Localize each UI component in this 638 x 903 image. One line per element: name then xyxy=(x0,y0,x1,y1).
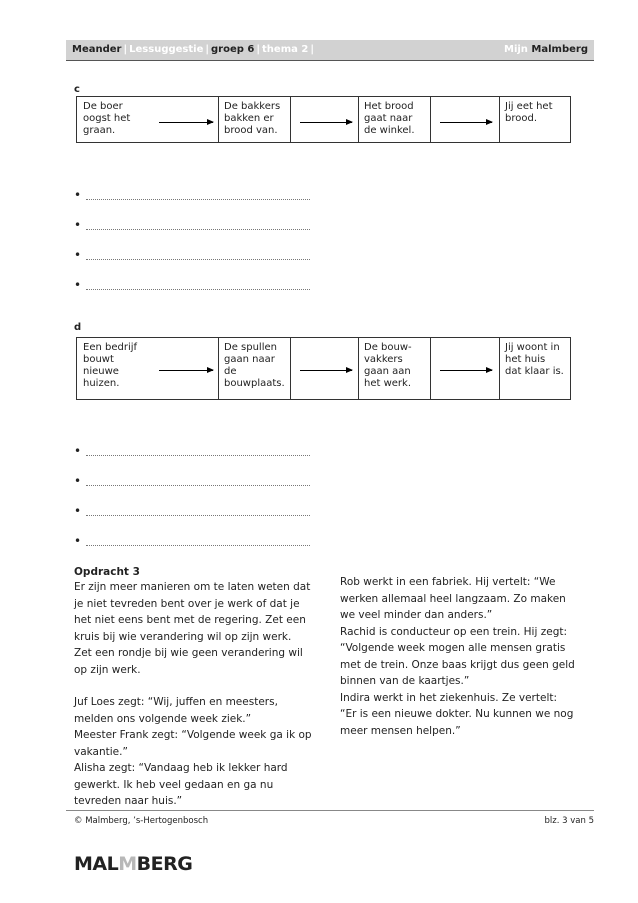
malmberg-logo xyxy=(74,850,193,875)
statement-indira: Indira werkt in het ziekenhuis. Ze vertelt: “Er is een nieuwe dokter. Nu kunnen we nog meer mensen helpen.” xyxy=(340,691,574,737)
chain-d xyxy=(76,337,571,400)
arrow-icon xyxy=(440,370,492,371)
chain-divider xyxy=(430,338,431,399)
breadcrumb-item-thema[interactable]: thema 2 xyxy=(262,44,309,55)
section-letter-d: d xyxy=(74,322,82,333)
arrow-icon xyxy=(159,370,213,371)
answer-line[interactable]: • xyxy=(74,221,310,233)
chain-divider xyxy=(290,97,291,142)
page-header xyxy=(66,40,594,61)
breadcrumb: Meander | Lessuggestie | groep 6 | thema 2 | xyxy=(72,44,314,55)
answer-line[interactable]: • xyxy=(74,537,310,549)
answer-line[interactable]: • xyxy=(74,447,310,459)
breadcrumb-item-lessuggestie[interactable]: Lessuggestie xyxy=(129,44,204,55)
footer-divider xyxy=(66,810,594,811)
answer-line[interactable]: • xyxy=(74,251,310,263)
section-letter-c: c xyxy=(74,84,80,95)
chain-d-step-4: Jij woont in het huis dat klaar is. xyxy=(505,342,564,377)
chain-c-step-3: Het brood gaat naar de winkel. xyxy=(364,101,415,136)
breadcrumb-item-groep[interactable]: groep 6 xyxy=(211,44,255,55)
logo-accent: M xyxy=(118,853,137,875)
answer-line[interactable]: • xyxy=(74,191,310,203)
chain-divider xyxy=(290,338,291,399)
arrow-icon xyxy=(300,122,352,123)
assignment-instructions: Er zijn meer manieren om te laten weten dat je niet tevreden bent over je werk of dat je het niet eens bent met de regering. Zet een kruis bij wie verandering wil op zijn werk. Zet een rondje bij wie geen verandering wil op zijn werk. xyxy=(74,581,311,676)
chain-d-step-1: Een bedrijf bouwt nieuwe huizen. xyxy=(83,342,138,389)
answer-line[interactable]: • xyxy=(74,281,310,293)
answer-line[interactable]: • xyxy=(74,477,310,489)
footer-page-number: blz. 3 van 5 xyxy=(544,816,594,826)
chain-c-step-1: De boer oogst het graan. xyxy=(83,101,131,136)
chain-d-step-2: De spullen gaan naar de bouwplaats. xyxy=(224,342,285,389)
brand-name: Malmberg xyxy=(531,44,588,55)
chain-c-step-2: De bakkers bakken er brood van. xyxy=(224,101,281,136)
statement-rachid: Rachid is conducteur op een trein. Hij zegt: “Volgende week mogen alle mensen gratis met de trein. Onze baas krijgt dus geen geld binnen van de kaartjes.” xyxy=(340,625,575,687)
arrow-icon xyxy=(300,370,352,371)
statement-meester-frank: Meester Frank zegt: “Volgende week ga ik op vakantie.” xyxy=(74,729,312,758)
assignment-right-column xyxy=(340,574,576,739)
chain-divider xyxy=(430,97,431,142)
brand-link[interactable] xyxy=(504,40,588,60)
chain-c xyxy=(76,96,571,143)
answer-line[interactable]: • xyxy=(74,507,310,519)
arrow-icon xyxy=(440,122,492,123)
statement-rob: Rob werkt in een fabriek. Hij vertelt: “We werken allemaal heel langzaam. Zo maken we veel minder dan anders.” xyxy=(340,576,566,621)
statement-alisha: Alisha zegt: “Vandaag heb ik lekker hard gewerkt. Ik heb veel gedaan en ga nu tevreden naar huis.” xyxy=(74,762,288,807)
chain-d-step-3: De bouw-vakkers gaan aan het werk. xyxy=(364,342,412,389)
arrow-icon xyxy=(159,122,213,123)
assignment-title: Opdracht 3 xyxy=(74,566,140,578)
assignment-left-column xyxy=(74,579,312,810)
malmberg-logo-text: MALMBERG xyxy=(74,853,193,875)
brand-prefix: Mijn xyxy=(504,44,528,55)
statement-juf-loes: Juf Loes zegt: “Wij, juffen en meesters, melden ons volgende week ziek.” xyxy=(74,696,278,725)
chain-c-step-4: Jij eet het brood. xyxy=(505,101,553,124)
breadcrumb-item-meander[interactable]: Meander xyxy=(72,44,122,55)
footer-copyright: © Malmberg, ’s-Hertogenbosch xyxy=(74,816,209,826)
